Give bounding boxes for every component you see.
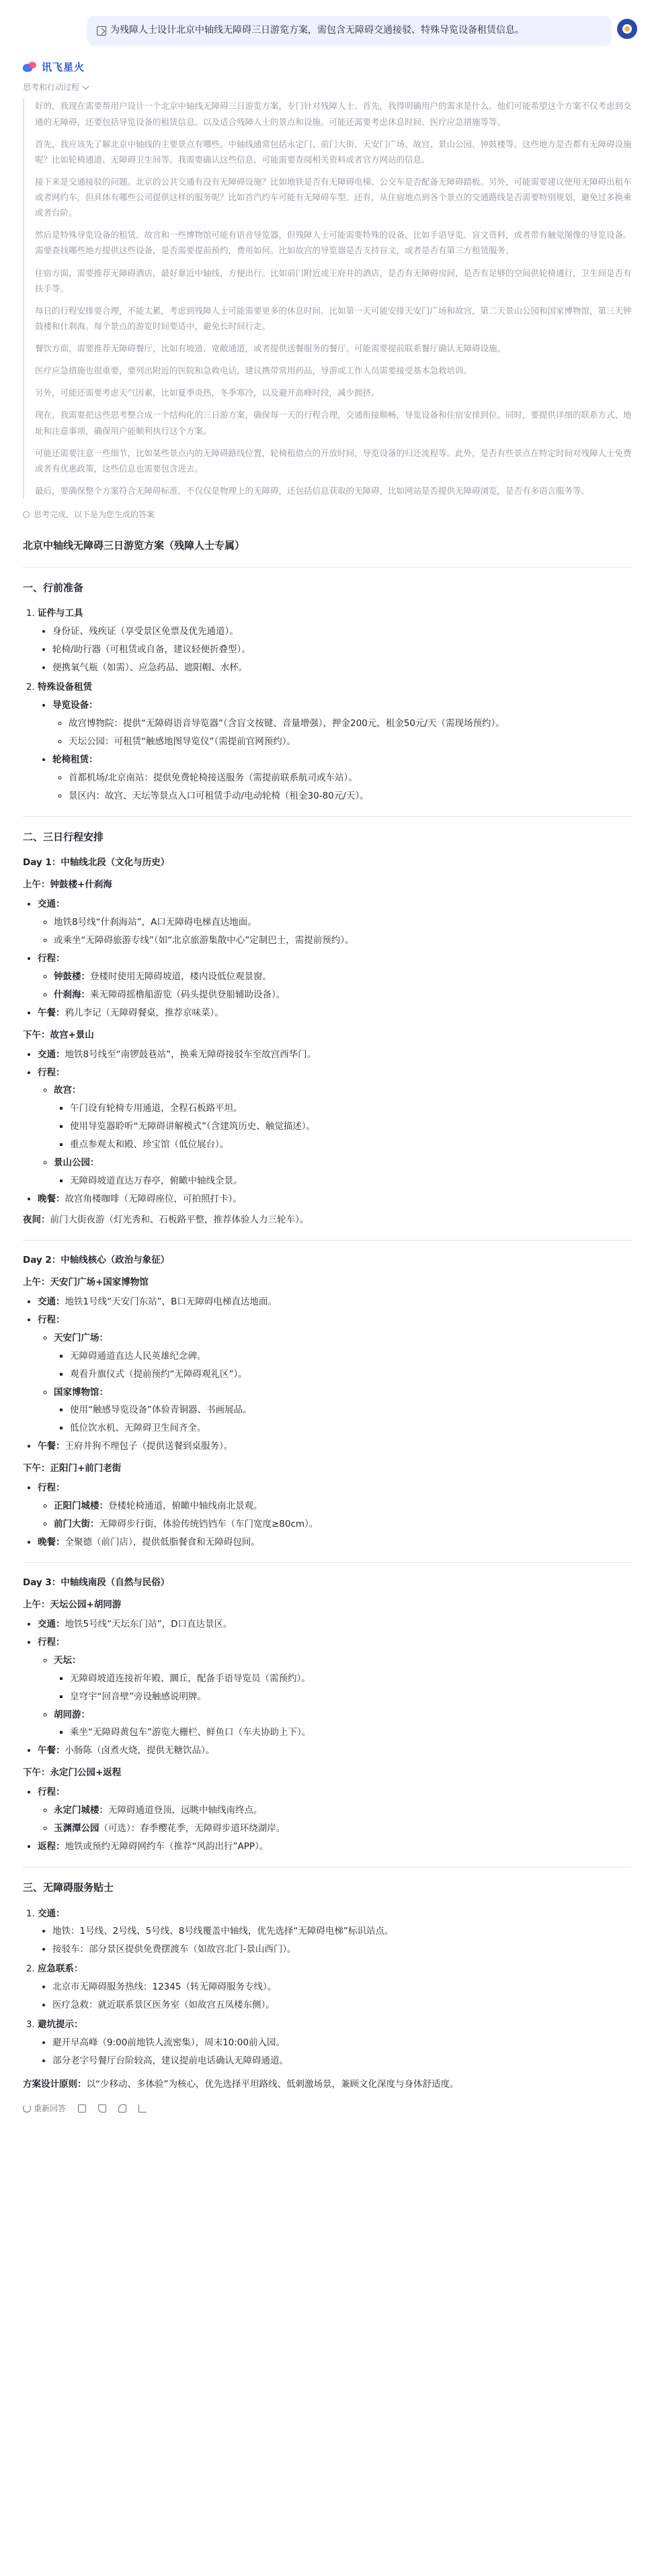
thinking-content xyxy=(23,98,632,498)
spot-name: 胡同游： xyxy=(54,1709,90,1720)
list-item xyxy=(38,680,632,804)
divider xyxy=(23,1240,632,1241)
spot-desc: 无障碍通道登顶，远眺中轴线南终点。 xyxy=(108,1805,263,1816)
copy-icon xyxy=(78,2104,86,2113)
list-item xyxy=(38,1785,632,1836)
list-item xyxy=(54,1821,632,1836)
spot-desc: （可选）：春季樱花季，无障碍步道环绕湖岸。 xyxy=(99,1823,286,1834)
day3-title: Day 3：中轴线南段（自然与民俗） xyxy=(23,1576,170,1588)
thinking-paragraph: 然后是特殊导览设备的租赁。故宫和一些博物馆可能有语音导览器，但残障人士可能需要特殊的设备，比如手语导览、盲文资料，或者带有触觉图像的导览设备。需要查找哪些地方提供这些设备，是否需要提前预约，费用如何。比如故宫的导览器是否支持盲文，或者是否有第三方租赁服务。 xyxy=(35,230,632,256)
list-item xyxy=(38,1617,632,1632)
list-item: • 避开早高峰（9:00前地铁人流密集），周末10:00前入园。 xyxy=(52,2035,632,2051)
spot-name: 什刹海： xyxy=(54,989,90,1000)
thinking-paragraph: 接下来是交通接驳的问题。北京的公共交通有没有无障碍设施？比如地铁是否有无障碍电梯、公交车是否配备无障碍踏板。另外，可能需要建议使用无障碍出租车或者网约车，但具体有哪些公司提供这样的服务呢？比如首汽约车可能有无障碍车型。还有，从住宿地点到各个景点的交通路线是否需要特别规划，避免过多换乘或者台阶。 xyxy=(35,176,632,218)
list-item xyxy=(38,1192,632,1207)
list-item: ▪ 皇穹宇“回音壁”旁设触感说明牌。 xyxy=(70,1689,632,1705)
list-item xyxy=(38,1006,632,1021)
list-item: ▪ 观看升旗仪式（提前预约“无障碍观礼区”）。 xyxy=(70,1367,632,1382)
list-item xyxy=(38,1635,632,1741)
tips-transport-title: 1. 交通： xyxy=(38,1908,65,1919)
spot-name: 故宫： xyxy=(54,1085,81,1096)
tips-list xyxy=(23,1906,632,2069)
regenerate-label: 重新回答 xyxy=(34,2103,67,2113)
list-item xyxy=(54,1499,632,1514)
share-icon xyxy=(138,2104,147,2113)
route-label: 行程： xyxy=(38,1636,65,1648)
lunch-text: 鸦儿李记（无障碍餐桌，推荐京味菜）。 xyxy=(65,1007,224,1018)
refresh-icon xyxy=(23,2104,31,2113)
transport-text: 地铁1号线“天安门东站”，B口无障碍电梯直达地面。 xyxy=(65,1296,277,1307)
thumbs-down-button[interactable] xyxy=(118,2104,126,2113)
list-item xyxy=(52,752,632,804)
list-item xyxy=(38,1065,632,1190)
list-item: ◦ 地铁8号线“什刹海站”，A口无障碍电梯直达地面。 xyxy=(54,915,632,930)
thinking-paragraph: 餐饮方面，需要推荐无障碍餐厅，比如有坡道、宽敞通道，或者提供送餐服务的餐厅。可能需要提前联系餐厅确认无障碍设施。 xyxy=(35,343,506,354)
list-item xyxy=(38,951,632,1003)
dinner-text: 故宫角楼咖啡（无障碍座位，可拍照打卡）。 xyxy=(65,1194,242,1205)
thinking-paragraph: 每日的行程安排要合理，不能太累，考虑到残障人士可能需要更多的休息时间。比如第一天可能安排天安门广场和故宫，第二天景山公园和国家博物馆，第三天钟鼓楼和什刹海。每个景点的游览时间要适中，避免长时间行走。 xyxy=(35,305,632,331)
lunch-text: 小肠陈（卤煮火烧，提供无糖饮品）。 xyxy=(65,1745,215,1757)
spot-name: 永定门城楼： xyxy=(54,1805,108,1816)
list-item xyxy=(38,1047,632,1063)
list-item: • 接驳车：部分景区提供免费摆渡车（如故宫北门-景山西门）。 xyxy=(52,1942,632,1957)
list-item xyxy=(54,1155,632,1189)
wheelchair-rental-title: 轮椅租赁： xyxy=(52,754,98,765)
list-item: • 部分老字号餐厅台阶较高，建议提前电话确认无障碍通道。 xyxy=(52,2053,632,2069)
share-button[interactable] xyxy=(138,2104,147,2113)
summary-label: 方案设计原则： xyxy=(23,2078,87,2090)
return-text: 地铁或预约无障碍网约车（推荐“风韵出行”APP）。 xyxy=(65,1841,269,1853)
list-item xyxy=(38,1961,632,2013)
check-circle-icon xyxy=(23,511,30,518)
spot-desc: 登楼时使用无障碍坡道，楼内设低位观景窗。 xyxy=(90,971,272,982)
day2-am-title: 上午：天安门广场+国家博物馆 xyxy=(23,1276,149,1288)
spot-name: 景山公园： xyxy=(54,1157,99,1169)
thinking-paragraph: 医疗应急措施也很重要，要列出附近的医院和急救电话，建议携带常用药品，导游或工作人员需要接受基本急救培训。 xyxy=(35,365,473,376)
list-item xyxy=(54,987,632,1003)
list-item xyxy=(38,606,632,676)
return-label: 返程： xyxy=(38,1841,65,1853)
list-item: ◦ 景区内：故宫、天坛等景点入口可租赁手动/电动轮椅（租金30-80元/天）。 xyxy=(69,789,632,804)
assistant-header xyxy=(0,56,652,79)
thinking-paragraph: 最后，要确保整个方案符合无障碍标准，不仅仅是物理上的无障碍，还包括信息获取的无障碍，比如网站是否提供无障碍浏览，是否有多语言服务等。 xyxy=(35,485,590,496)
day2-title: Day 2：中轴线核心（政治与象征） xyxy=(23,1254,170,1265)
lunch-label: 午餐： xyxy=(38,1745,65,1757)
divider xyxy=(23,567,632,568)
dinner-label: 晚餐： xyxy=(38,1537,65,1548)
list-item xyxy=(38,897,632,948)
list-item: ◦ 故宫博物院：提供“无障碍语音导览器”（含盲文按键、音量增强），押金200元，租金50元/天（需现场预约）。 xyxy=(69,716,632,731)
thinking-toggle-label: 思考和行动过程 xyxy=(23,83,80,92)
list-item xyxy=(38,1839,632,1855)
day1-am-title: 上午：钟鼓楼+什刹海 xyxy=(23,879,112,891)
lunch-label: 午餐： xyxy=(38,1441,65,1452)
list-item xyxy=(54,1385,632,1437)
list-item: ◦ 天坛公园：可租赁“触感地图导览仪”（需提前官网预约）。 xyxy=(69,734,632,750)
list-item xyxy=(38,1743,632,1759)
transport-label: 交通： xyxy=(38,1296,65,1307)
user-query-text: 为残障人士设计北京中轴线无障碍三日游览方案，需包含无障碍交通接驳、特殊导览设备租赁信息。 xyxy=(110,25,524,36)
list-item: • 轮椅/助行器（可租赁或自备，建议轻便折叠型）。 xyxy=(52,642,632,658)
transport-label: 交通： xyxy=(38,899,65,910)
list-item: ▪ 乘坐“无障碍黄包车”游览大栅栏、鲜鱼口（车夫协助上下）。 xyxy=(70,1725,632,1740)
route-label: 行程： xyxy=(38,1482,65,1494)
thumbs-down-icon xyxy=(118,2104,126,2113)
thinking-paragraph: 另外，可能还需要考虑天气因素，比如夏季炎热，冬季寒冷，以及避开高峰时段，减少拥挤。 xyxy=(35,388,380,398)
spot-desc: 无障碍步行街，体验传统铛铛车（车门宽度≥80cm）。 xyxy=(99,1519,319,1530)
prep-docs-title: 1. 证件与工具 xyxy=(38,608,83,619)
section-heading-tips: 三、无障碍服务贴士 xyxy=(23,1881,114,1894)
thinking-paragraph: 可能还需要注意一些细节，比如某些景点内的无障碍路线位置，轮椅租借点的开放时间，导览设备的归还流程等。此外，是否有些景点在特定时间对残障人士免费或者有优惠政策，这些信息也需要包含进去。 xyxy=(35,447,632,474)
answer-title: 北京中轴线无障碍三日游览方案（残障人士专属） xyxy=(23,539,245,552)
day2-pm-title: 下午：正阳门+前门老街 xyxy=(23,1463,122,1474)
list-item: ▪ 重点参观太和殿、珍宝馆（低位展台）。 xyxy=(70,1137,632,1153)
divider xyxy=(23,816,632,817)
list-item xyxy=(38,2017,632,2069)
list-item xyxy=(54,1653,632,1705)
thinking-paragraph: 好的，我现在需要帮用户设计一个北京中轴线无障碍三日游览方案，专门针对残障人士。首先，我得明确用户的需求是什么。他们可能希望这个方案不仅考虑到交通的无障碍，还要包括导览设备的租赁信息。以及适合残障人士的景点和设施。可能还需要考虑休息时间、医疗应急措施等等。 xyxy=(35,101,632,127)
spot-name: 国家博物馆： xyxy=(54,1386,108,1398)
list-item xyxy=(38,1535,632,1550)
thinking-paragraph: 住宿方面，需要推荐无障碍酒店，最好靠近中轴线，方便出行。比如前门附近或王府井的酒店，是否有无障碍房间，是否有足够的空间供轮椅通行，卫生间是否有扶手等。 xyxy=(35,267,632,294)
design-principle xyxy=(23,2077,632,2092)
list-item: ▪ 午门设有轮椅专用通道，全程石板路平坦。 xyxy=(70,1101,632,1116)
list-item xyxy=(38,1313,632,1437)
lunch-label: 午餐： xyxy=(38,1007,65,1018)
list-item xyxy=(54,1803,632,1818)
dinner-text: 全聚德（前门店），提供低脂餐食和无障碍包间。 xyxy=(65,1537,260,1548)
day1-title: Day 1：中轴线北段（文化与历史） xyxy=(23,857,170,869)
prep-rental-title: 2. 特殊设备租赁 xyxy=(38,682,92,693)
spot-desc: 登楼轮椅通道，俯瞰中轴线南北景观。 xyxy=(108,1501,263,1512)
spot-name: 正阳门城楼： xyxy=(54,1501,108,1512)
thinking-paragraph: 现在，我需要把这些思考整合成一个结构化的三日游方案，确保每一天的行程合理，交通衔接顺畅，导览设备和住宿安排到位。同时，要提供详细的联系方式、地址和注意事项，确保用户能顺利执行这个方案。 xyxy=(35,410,632,436)
night-label: 夜间： xyxy=(23,1214,50,1226)
night-note xyxy=(23,1212,632,1228)
day1-pm-title: 下午：故宫+景山 xyxy=(23,1029,94,1040)
spot-name: 玉渊潭公园 xyxy=(54,1823,99,1834)
section-heading-prep: 一、行前准备 xyxy=(23,581,84,594)
tips-warn-title: 3. 避坑提示： xyxy=(38,2019,83,2031)
list-item xyxy=(38,1480,632,1532)
user-query-bubble xyxy=(87,16,612,46)
spot-name: 天坛： xyxy=(54,1654,81,1666)
list-item xyxy=(52,698,632,750)
route-label: 行程： xyxy=(38,1787,65,1798)
list-item: ▪ 无障碍通道直达人民英雄纪念碑。 xyxy=(70,1349,632,1364)
transport-label: 交通： xyxy=(38,1618,65,1630)
regenerate-button[interactable] xyxy=(23,2102,66,2115)
transport-label: 交通： xyxy=(38,1049,65,1060)
route-label: 行程： xyxy=(38,952,65,964)
transport-text: 地铁8号线至“南锣鼓巷站”，换乘无障碍接驳车至故宫西华门。 xyxy=(65,1049,317,1060)
guide-device-title: 导览设备： xyxy=(52,700,98,711)
list-item: • 医疗急救：就近联系景区医务室（如故宫五凤楼东侧）。 xyxy=(52,1998,632,2013)
tips-emergency-title: 2. 应急联系： xyxy=(38,1963,83,1975)
list-item: ▪ 使用“触感导览设备”体验青铜器、书画展品。 xyxy=(70,1403,632,1418)
thinking-done-status xyxy=(0,505,652,528)
answer-content xyxy=(0,537,652,2092)
summary-text: 以“少移动、多体验”为核心，优先选择平坦路线、低刺激场景，兼顾文化深度与身体舒适度。 xyxy=(86,2078,459,2090)
list-item: ◦ 首都机场/北京南站：提供免费轮椅接送服务（需提前联系航司或车站）。 xyxy=(69,770,632,786)
list-item xyxy=(54,1083,632,1153)
spark-logo-icon xyxy=(23,62,38,74)
answer-actions xyxy=(0,2092,652,2115)
list-item: • 身份证、残疾证（享受景区免票及优先通道）。 xyxy=(52,624,632,639)
chevron-down-icon xyxy=(83,83,89,90)
brand-logo-text: 讯飞星火 xyxy=(42,61,85,74)
day3-pm-title: 下午：永定门公园+返程 xyxy=(23,1767,122,1779)
night-text: 前门大街夜游（灯光秀和、石板路平整，推荐体验人力三轮车）。 xyxy=(50,1214,309,1226)
prep-list xyxy=(23,606,632,803)
transport-text: 地铁5号线“天坛东门站”，D口直达景区。 xyxy=(65,1618,233,1630)
spot-desc: 乘无障碍摇橹船游览（码头提供登船辅助设备）。 xyxy=(90,989,286,1000)
spot-name: 前门大街： xyxy=(54,1519,99,1530)
list-item xyxy=(38,1294,632,1310)
list-item: • 北京市无障碍服务热线：12345（转无障碍服务专线）。 xyxy=(52,1980,632,1995)
query-bar xyxy=(0,0,652,56)
thinking-done-label: 思考完成，以下是为您生成的答案 xyxy=(34,510,155,520)
list-item: ▪ 无障碍坡道连接祈年殿、圜丘，配备手语导览员（需预约）。 xyxy=(70,1671,632,1687)
thinking-toggle[interactable] xyxy=(0,79,652,98)
section-heading-itinerary: 二、三日行程安排 xyxy=(23,830,104,843)
list-item xyxy=(54,1707,632,1741)
copy-button[interactable] xyxy=(78,2104,86,2113)
spot-name: 钟鼓楼： xyxy=(54,971,90,982)
day3-am-title: 上午：天坛公园+胡同游 xyxy=(23,1599,122,1610)
route-label: 行程： xyxy=(38,1067,65,1078)
list-item xyxy=(54,1517,632,1532)
list-item: ▪ 使用导览器聆听“无障碍讲解模式”（含建筑历史、触觉描述）。 xyxy=(70,1119,632,1135)
share-square-icon xyxy=(97,26,106,36)
thinking-paragraph: 首先，我应该先了解北京中轴线的主要景点有哪些。中轴线通常包括永定门、前门大街、天安门广场、故宫、景山公园、钟鼓楼等。这些地方是否都有无障碍设施呢？比如轮椅通道、无障碍卫生间等。我需要确认这些信息，可能需要查阅相关资料或者官方网站的信息。 xyxy=(35,138,632,165)
list-item: ▪ 无障碍坡道直达万春亭，俯瞰中轴线全景。 xyxy=(70,1173,632,1189)
list-item: • 地铁：1号线、2号线、5号线、8号线覆盖中轴线，优先选择“无障碍电梯”标识站点。 xyxy=(52,1924,632,1939)
spot-name: 天安门广场： xyxy=(54,1332,108,1343)
list-item xyxy=(38,1906,632,1958)
list-item: ◦ 或乘坐“无障碍旅游专线”（如“北京旅游集散中心”定制巴士，需提前预约）。 xyxy=(54,933,632,948)
divider xyxy=(23,1562,632,1563)
thumbs-up-button[interactable] xyxy=(98,2104,106,2113)
list-item: • 便携氧气瓶（如需）、应急药品、遮阳帽、水杯。 xyxy=(52,660,632,676)
route-label: 行程： xyxy=(38,1314,65,1325)
list-item xyxy=(54,1331,632,1382)
list-item: ▪ 低位饮水机、无障碍卫生间齐全。 xyxy=(70,1421,632,1436)
lunch-text: 王府井狗不理包子（提供送餐到桌服务）。 xyxy=(65,1441,233,1452)
thumbs-up-icon xyxy=(98,2104,106,2113)
list-item xyxy=(54,969,632,985)
list-item xyxy=(38,1439,632,1454)
avatar[interactable] xyxy=(617,19,637,39)
dinner-label: 晚餐： xyxy=(38,1194,65,1205)
